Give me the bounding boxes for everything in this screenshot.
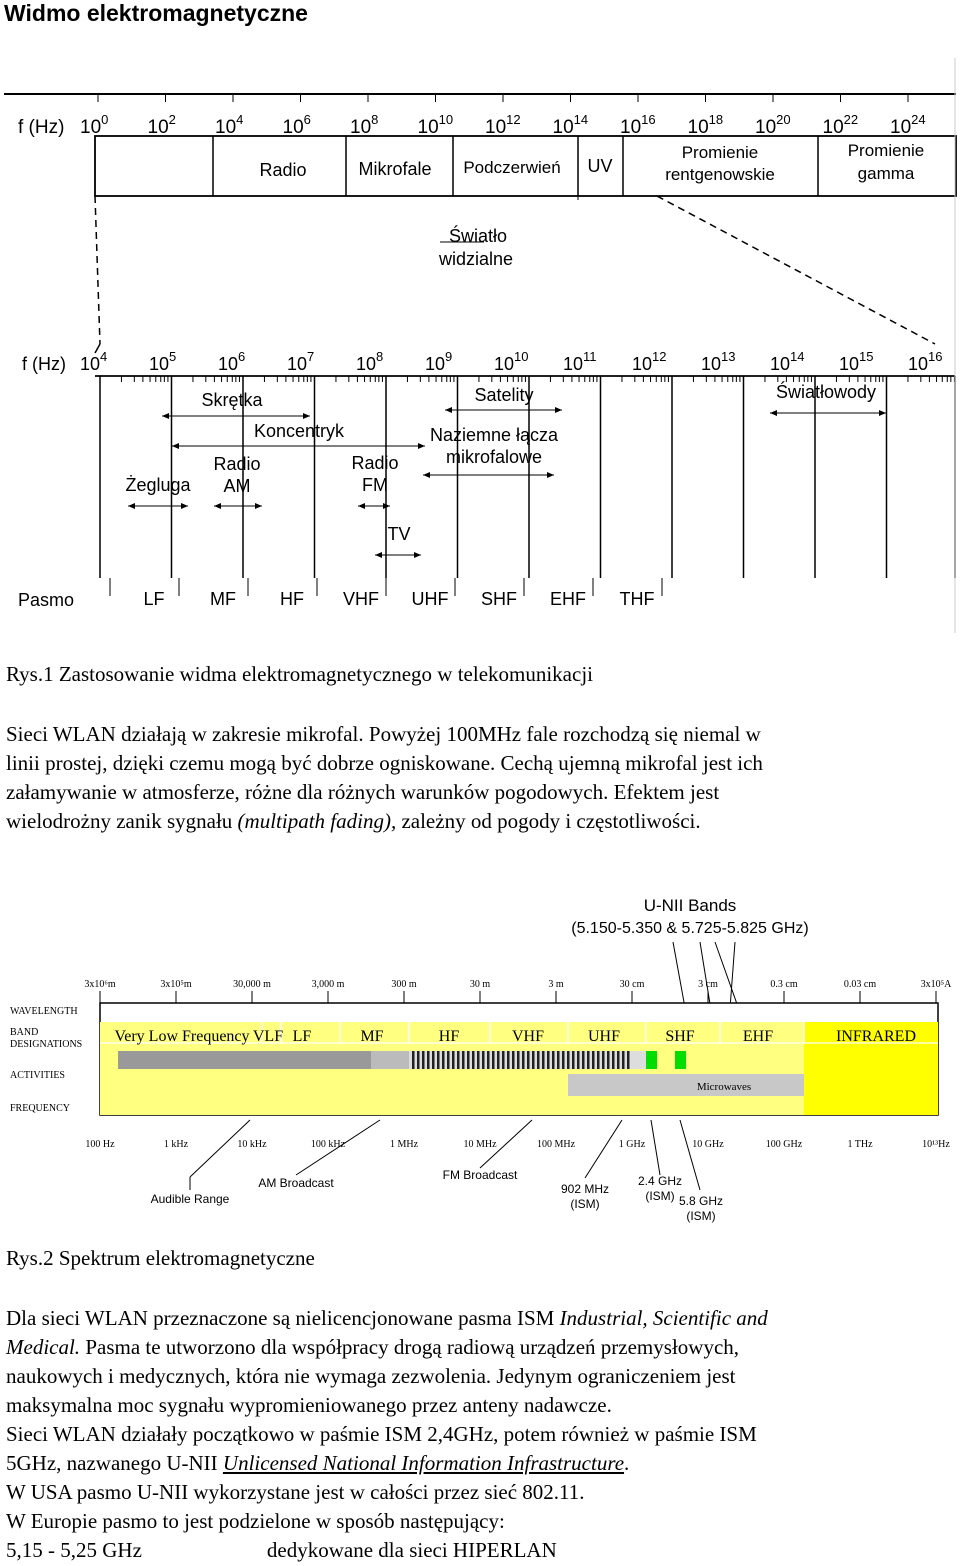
para2-a: Dla sieci WLAN przeznaczone są nielicencjonowane pasma ISM xyxy=(6,1306,560,1330)
fm-hatch-stripe xyxy=(532,1051,535,1069)
fm-hatch-stripe xyxy=(597,1051,600,1069)
row-label-frequency: FREQUENCY xyxy=(10,1103,71,1114)
band-designation-label: Very Low Frequency xyxy=(114,1028,250,1045)
band-gamma-line1: Promienie xyxy=(847,141,925,160)
caption-fig2: Rys.2 Spektrum elektromagnetyczne xyxy=(6,1246,315,1270)
para2-m1: 5,15 - 5,25 GHz xyxy=(6,1538,142,1562)
frequency-label: 10 MHz xyxy=(463,1139,497,1150)
fm-hatch-stripe xyxy=(607,1051,610,1069)
band-label-hf: HF xyxy=(280,589,304,609)
label-24-line2: (ISM) xyxy=(645,1189,675,1203)
label-naziemne-line1: Naziemne łącza xyxy=(429,425,559,445)
band-podczerwien: Podczerwień xyxy=(463,158,561,177)
top-freq-tick-label: $10^{24}$ xyxy=(890,112,926,138)
wavelength-label: 3 cm xyxy=(698,979,718,990)
para2-f: maksymalna moc sygnału wypromieniowanego przez anteny nadawcze. xyxy=(6,1393,612,1417)
label-58-line2: (ISM) xyxy=(686,1209,716,1223)
frequency-label: 10 kHz xyxy=(237,1139,267,1150)
band-label-shf: SHF xyxy=(481,589,517,609)
band-designation-label: HF xyxy=(438,1028,460,1045)
page-title: Widmo elektromagnetyczne xyxy=(4,0,308,26)
wavelength-label: 30 cm xyxy=(619,979,645,990)
para2-e: naukowych i medycznych, która nie wymaga zezwolenia. Jedynym ograniczeniem jest xyxy=(6,1364,736,1388)
para2-g: Sieci WLAN działały początkowo w paśmie ISM 2,4GHz, potem również w paśmie ISM xyxy=(6,1422,757,1446)
bottom-freq-tick-label: $10^{16}$ xyxy=(908,349,943,374)
em-spectrum-figure xyxy=(0,885,960,1240)
label-satelity: Satelity xyxy=(474,385,534,405)
fm-hatch-stripe xyxy=(612,1051,615,1069)
band-uv: UV xyxy=(587,156,613,176)
fm-hatch-stripe xyxy=(482,1051,485,1069)
wavelength-label: 30,000 m xyxy=(233,979,271,990)
band-designation-label: LF xyxy=(292,1028,312,1045)
band-label-lf: LF xyxy=(143,589,165,609)
band-xray-line2: rentgenowskie xyxy=(665,165,775,184)
row-label-activities: ACTIVITIES xyxy=(10,1070,65,1081)
fm-hatch-stripe xyxy=(437,1051,440,1069)
frequency-label: 1 THz xyxy=(847,1139,873,1150)
frequency-label: 1 MHz xyxy=(389,1139,419,1150)
frequency-label: 1 kHz xyxy=(163,1139,189,1150)
band-label-mf: MF xyxy=(210,589,236,609)
bottom-axis-label: f (Hz) xyxy=(22,354,66,374)
fm-hatch-stripe xyxy=(577,1051,580,1069)
fm-hatch-stripe xyxy=(627,1051,630,1069)
fm-hatch-stripe xyxy=(537,1051,540,1069)
wavelength-label: 3x10⁵m xyxy=(160,979,192,990)
fm-hatch-stripe xyxy=(622,1051,625,1069)
top-freq-tick-label: $10^{18}$ xyxy=(687,112,724,138)
para2-m2: dedykowane dla sieci HIPERLAN xyxy=(266,1538,557,1562)
frequency-label: 100 kHz xyxy=(310,1139,346,1150)
bottom-freq-tick-label: $10^8$ xyxy=(356,349,384,374)
row-label-wavelength: WAVELENGTH xyxy=(10,1006,78,1017)
para2-ism-expansion-2: Medical. xyxy=(6,1335,81,1359)
fm-hatch-stripe xyxy=(517,1051,520,1069)
frequency-label: 10 GHz xyxy=(692,1139,724,1150)
unii-title: U-NII Bands xyxy=(643,896,737,915)
band-mikrofale: Mikrofale xyxy=(358,159,432,179)
wavelength-label: 3 m xyxy=(548,979,564,990)
fm-hatch-stripe xyxy=(502,1051,505,1069)
wavelength-label: 3x10⁶m xyxy=(84,979,116,990)
fm-hatch-stripe xyxy=(422,1051,425,1069)
band-designation-label: SHF xyxy=(665,1028,695,1045)
para2-k: W USA pasmo U-NII wykorzystane jest w całości przez sieć 802.11. xyxy=(6,1480,585,1504)
label-radio-fm-line1: Radio xyxy=(351,453,399,473)
label-58-line1: 5.8 GHz xyxy=(678,1194,724,1208)
wavelength-label: 0.3 cm xyxy=(770,979,798,990)
fm-hatch-stripe xyxy=(492,1051,495,1069)
fm-hatch-stripe xyxy=(522,1051,525,1069)
frequency-label: 100 MHz xyxy=(536,1139,576,1150)
top-freq-tick-label: $10^6$ xyxy=(282,112,311,138)
top-freq-tick-label: $10^{16}$ xyxy=(620,112,656,138)
label-swiatlowody: Światłowody xyxy=(775,382,877,402)
para1-line3: załamywanie w atmosferze, różne dla różnych warunków pogodowych. Efektem jest xyxy=(6,780,720,804)
top-freq-tick-label: $10^0$ xyxy=(80,112,109,138)
wavelength-label: 3,000 m xyxy=(311,979,345,990)
activity-microwaves xyxy=(568,1074,804,1096)
para1-multipath: (multipath fading), xyxy=(237,809,397,833)
band-label-ehf: EHF xyxy=(550,589,586,609)
fm-hatch-stripe xyxy=(512,1051,515,1069)
activity-24ghz xyxy=(646,1051,657,1069)
para1-line2: linii prostej, dzięki czemu mogą być dobrze ogniskowane. Cechą ujemną mikrofal jest ich xyxy=(6,751,763,775)
band-gamma-line2: gamma xyxy=(857,164,915,183)
para2-ism-expansion-1: Industrial, Scientific and xyxy=(559,1306,768,1330)
activity-am xyxy=(371,1051,409,1069)
fm-hatch-stripe xyxy=(452,1051,455,1069)
pasmo-label: Pasmo xyxy=(18,590,75,610)
band-designation-label: MF xyxy=(360,1028,384,1045)
fm-hatch-stripe xyxy=(427,1051,430,1069)
fm-hatch-stripe xyxy=(572,1051,575,1069)
bottom-freq-tick-label: $10^9$ xyxy=(425,349,453,374)
top-freq-tick-label: $10^{22}$ xyxy=(822,112,859,138)
fm-hatch-stripe xyxy=(547,1051,550,1069)
fm-hatch-stripe xyxy=(467,1051,470,1069)
fm-hatch-stripe xyxy=(587,1051,590,1069)
band-designation-label: VHF xyxy=(511,1028,545,1045)
band-label-thf: THF xyxy=(619,589,655,609)
fm-hatch-stripe xyxy=(562,1051,565,1069)
band-xray-line1: Promienie xyxy=(681,143,759,162)
label-audible: Audible Range xyxy=(150,1192,230,1206)
bottom-freq-tick-label: $10^5$ xyxy=(149,349,177,374)
label-am-broadcast: AM Broadcast xyxy=(258,1176,334,1190)
bottom-freq-tick-label: $10^{11}$ xyxy=(563,349,597,374)
paragraph-wlan-microwaves xyxy=(6,720,946,836)
label-skretka: Skrętka xyxy=(201,390,263,410)
visible-light-line2: widzialne xyxy=(438,249,514,269)
fm-hatch-stripe xyxy=(602,1051,605,1069)
top-axis-label: f (Hz) xyxy=(18,117,65,138)
fm-hatch-stripe xyxy=(462,1051,465,1069)
band-designation-label: UHF xyxy=(587,1028,621,1045)
label-fm-broadcast: FM Broadcast xyxy=(442,1168,518,1182)
bottom-freq-tick-label: $10^{12}$ xyxy=(632,349,667,374)
label-radio-fm-line2: FM xyxy=(362,475,388,495)
frequency-label: 1 GHz xyxy=(618,1139,646,1150)
fm-hatch-stripe xyxy=(447,1051,450,1069)
wavelength-label: 0.03 cm xyxy=(843,979,877,990)
para2-h: 5GHz, nazwanego U-NII xyxy=(6,1451,223,1475)
bottom-freq-tick-label: $10^{10}$ xyxy=(494,349,529,374)
wavelength-label: 300 m xyxy=(391,979,417,990)
label-radio-am-line1: Radio xyxy=(213,454,261,474)
fm-hatch-stripe xyxy=(582,1051,585,1069)
bottom-freq-tick-label: $10^6$ xyxy=(218,349,246,374)
frequency-label: 10¹³Hz xyxy=(922,1139,950,1150)
band-designation-label: VLF xyxy=(252,1028,284,1045)
row-label-band-2: DESIGNATIONS xyxy=(10,1039,83,1050)
band-label-vhf: VHF xyxy=(343,589,379,609)
para2-d: Pasma te utworzono dla współpracy drogą radiową urządzeń przemysłowych, xyxy=(80,1335,740,1359)
spectrum-usage-figure xyxy=(0,58,960,633)
bottom-freq-tick-label: $10^{15}$ xyxy=(839,349,874,374)
fm-hatch-stripe xyxy=(487,1051,490,1069)
label-radio-am-line2: AM xyxy=(223,476,251,496)
para1-line1: Sieci WLAN działają w zakresie mikrofal. Powyżej 100MHz fale rozchodzą się niemal w xyxy=(6,722,761,746)
top-freq-tick-label: $10^8$ xyxy=(350,112,379,138)
label-24-line1: 2.4 GHz xyxy=(637,1174,683,1188)
label-902-line2: (ISM) xyxy=(570,1197,600,1211)
label-zegluga: Żegluga xyxy=(125,475,191,495)
top-freq-tick-label: $10^{10}$ xyxy=(417,112,454,138)
para1-line4a: wielodrożny zanik sygnału xyxy=(6,809,238,833)
fm-hatch-stripe xyxy=(567,1051,570,1069)
unii-subtitle: (5.150-5.350 & 5.725-5.825 GHz) xyxy=(571,920,809,937)
para2-unii-expansion: Unlicensed National Information Infrastructure xyxy=(222,1451,625,1475)
top-freq-tick-label: $10^{14}$ xyxy=(552,112,589,138)
fm-hatch-stripe xyxy=(477,1051,480,1069)
band-radio: Radio xyxy=(259,160,307,180)
fm-hatch-stripe xyxy=(507,1051,510,1069)
fm-hatch-stripe xyxy=(557,1051,560,1069)
paragraph-ism xyxy=(6,1304,946,1565)
activity-audible xyxy=(118,1051,371,1069)
bottom-freq-tick-label: $10^4$ xyxy=(80,349,108,374)
row-label-band-1: BAND xyxy=(10,1027,39,1038)
wavelength-label: 3x10⁵A xyxy=(920,979,952,990)
frequency-label: 100 GHz xyxy=(765,1139,803,1150)
label-naziemne-line2: mikrofalowe xyxy=(445,447,543,467)
fm-hatch-stripe xyxy=(472,1051,475,1069)
visible-light-line1: Światło xyxy=(448,226,508,246)
fm-hatch-stripe xyxy=(412,1051,415,1069)
fm-hatch-stripe xyxy=(497,1051,500,1069)
fm-hatch-stripe xyxy=(592,1051,595,1069)
para2-l: W Europie pasmo to jest podzielone w sposób następujący: xyxy=(6,1509,505,1533)
top-freq-tick-label: $10^{12}$ xyxy=(485,112,521,138)
band-label-uhf: UHF xyxy=(411,589,449,609)
fm-hatch-stripe xyxy=(617,1051,620,1069)
fm-hatch-stripe xyxy=(552,1051,555,1069)
fm-hatch-stripe xyxy=(417,1051,420,1069)
fm-hatch-stripe xyxy=(432,1051,435,1069)
para1-line4c: zależny od pogody i częstotliwości. xyxy=(396,809,701,833)
band-designation-label: INFRARED xyxy=(835,1028,917,1045)
top-freq-tick-label: $10^{20}$ xyxy=(755,112,791,138)
bottom-freq-tick-label: $10^7$ xyxy=(287,349,315,374)
label-tv: TV xyxy=(387,524,411,544)
top-freq-tick-label: $10^2$ xyxy=(147,112,176,138)
fm-hatch-stripe xyxy=(442,1051,445,1069)
fm-hatch-stripe xyxy=(542,1051,545,1069)
caption-fig1: Rys.1 Zastosowanie widma elektromagnetycznego w telekomunikacji xyxy=(6,662,593,686)
bottom-freq-tick-label: $10^{13}$ xyxy=(701,349,736,374)
frequency-label: 100 Hz xyxy=(85,1139,115,1150)
bottom-freq-tick-label: $10^{14}$ xyxy=(770,349,805,374)
para2-j: . xyxy=(624,1451,630,1475)
fm-hatch-stripe xyxy=(527,1051,530,1069)
fm-hatch-stripe xyxy=(457,1051,460,1069)
activity-58ghz xyxy=(675,1051,686,1069)
label-koncentryk: Koncentryk xyxy=(253,421,345,441)
label-902-line1: 902 MHz xyxy=(560,1182,610,1196)
microwaves-label: Microwaves xyxy=(696,1081,752,1093)
band-designation-label: EHF xyxy=(742,1028,774,1045)
top-freq-tick-label: $10^4$ xyxy=(215,112,244,138)
wavelength-label: 30 m xyxy=(469,979,491,990)
